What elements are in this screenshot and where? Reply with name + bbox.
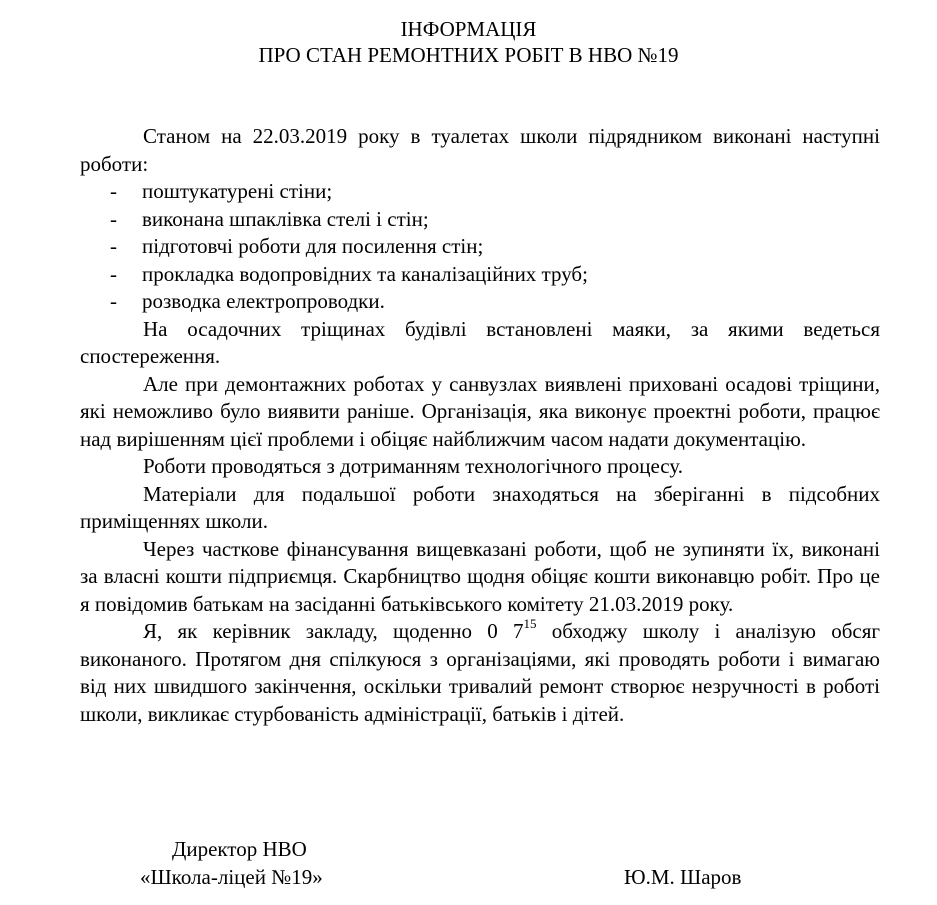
document-body [80,123,880,728]
time-minutes-superscript: 15 [523,616,537,631]
list-item-text: розводка електропроводки. [142,289,385,313]
document-subtitle: ПРО СТАН РЕМОНТНИХ РОБІТ В НВО №19 [258,43,679,67]
works-list [80,178,880,316]
list-item [80,261,880,289]
list-item-text: підготовчі роботи для посилення стін; [142,234,484,258]
paragraph-hidden-cracks: Але при демонтажних роботах у санвузлах виявлені приховані осадові тріщини, які неможливо було виявити раніше. Організація, яка виконує проектні роботи, працює над вирішенням цієї проблеми і обіцяє найближчим часом надати документацію. [80,371,880,451]
list-marker: - [110,289,117,313]
list-item [80,178,880,206]
signature-institution: «Школа-ліцей №19» [140,865,323,889]
list-item [80,233,880,261]
list-marker: - [110,206,117,231]
paragraph-director-rest: обходжу школу і аналізую обсяг виконаного. Протягом дня спілкуюся з організаціями, які проводять роботи і вимагаю від них швидшого закінчення, оскільки тривалий ремонт створює незручності в роботі школи, викликає стурбованість адміністрації, батьків і дітей. [80,619,880,726]
list-item [80,288,880,316]
list-marker: - [110,179,117,203]
list-item-text: виконана шпаклівка стелі і стін; [142,206,429,231]
list-marker: - [110,234,117,258]
signature-position-title: Директор НВО [172,837,307,861]
document-title: ІНФОРМАЦІЯ [400,17,537,41]
paragraph-financing: Через часткове фінансування вищевказані роботи, щоб не зупиняти їх, виконані за власні кошти підприємця. Скарбництво щодня обіцяє кошти виконавцю робіт. Про це я повідомив батькам на засіданні батьківського комітету 21.03.2019 року. [80,536,880,616]
paragraph-director [80,618,880,728]
list-item [80,206,880,234]
signature-name: Ю.М. Шаров [624,865,742,889]
paragraph-process: Роботи проводяться з дотриманням технологічного процесу. [143,454,683,478]
list-item-text: прокладка водопровідних та каналізаційних труб; [142,261,588,286]
list-item-text: поштукатурені стіни; [142,179,333,203]
paragraph-materials: Матеріали для подальшої роботи знаходяться на зберіганні в підсобних приміщеннях школи. [80,481,880,533]
list-marker: - [110,261,117,286]
paragraph-intro: Станом на 22.03.2019 року в туалетах школи підрядником виконані наступні роботи: [80,124,880,176]
paragraph-director-start: Я, як керівник закладу, щоденно 0 7 [143,619,524,643]
paragraph-cracks: На осадочних тріщинах будівлі встановлені маяки, за якими ведеться спостереження. [80,316,880,368]
